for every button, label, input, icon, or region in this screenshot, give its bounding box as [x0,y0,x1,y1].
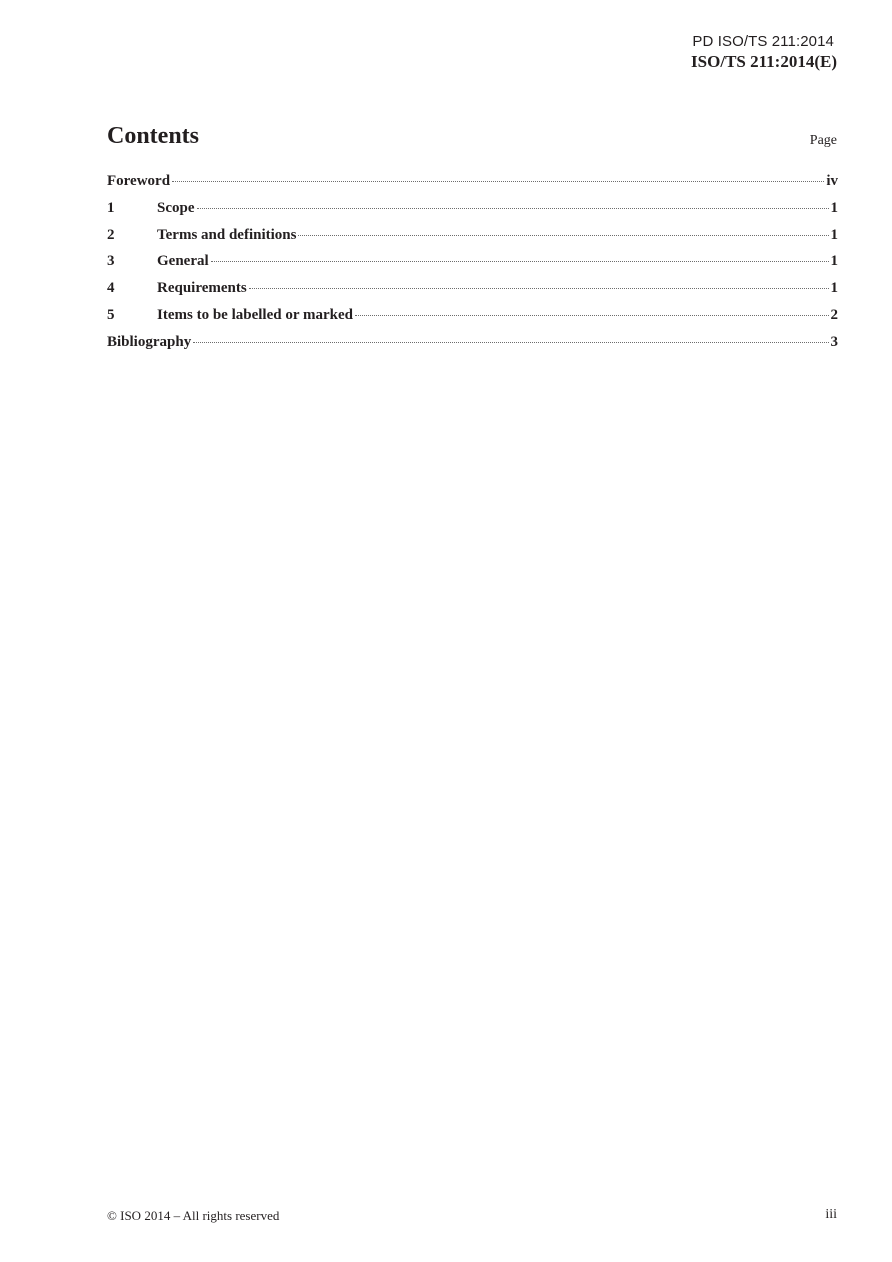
toc-entry-foreword[interactable] [107,173,838,200]
toc-entry-number: 4 [107,280,115,297]
toc-entry-scope[interactable] [107,200,838,227]
dot-leader [197,208,829,209]
toc-entry-title: Requirements [157,280,247,297]
toc-entry-page: 2 [830,306,838,323]
toc-entry-page: 1 [830,280,838,297]
toc-entry-number: 3 [107,253,115,270]
toc-entry-title: Scope [157,199,195,216]
footer-page-number: iii [825,1207,837,1222]
toc-entry-title: General [157,253,209,270]
toc-entry-title: Terms and definitions [157,226,297,243]
toc-entry-title: Items to be labelled or marked [157,306,353,323]
footer-copyright: © ISO 2014 – All rights reserved [107,1208,280,1223]
toc-entry-number: 5 [107,306,115,323]
header-iso-reference: ISO/TS 211:2014(E) [691,52,837,71]
dot-leader [249,288,829,289]
toc-entry-page: 3 [830,333,838,350]
table-of-contents [107,173,838,361]
toc-entry-requirements[interactable] [107,280,838,307]
toc-entry-general[interactable] [107,253,838,280]
toc-entry-page: iv [826,173,838,189]
toc-entry-terms-and-definitions[interactable] [107,227,838,254]
header-pd-reference: PD ISO/TS 211:2014 [692,33,834,50]
toc-entry-title: Foreword [107,173,171,189]
toc-entry-number: 1 [107,199,115,216]
page-column-label: Page [809,133,837,148]
toc-entry-number: 2 [107,226,115,243]
dot-leader [298,235,828,236]
toc-entry-bibliography[interactable] [107,334,838,361]
toc-entry-page: 1 [830,199,838,216]
toc-entry-items-to-be-labelled[interactable] [107,307,838,334]
contents-title: Contents [107,123,200,149]
dot-leader [172,181,824,182]
toc-entry-page: 1 [830,253,838,270]
dot-leader [211,261,829,262]
toc-entry-page: 1 [830,226,838,243]
toc-entry-title: Bibliography [107,333,192,350]
dot-leader [355,315,829,316]
dot-leader [193,342,828,343]
